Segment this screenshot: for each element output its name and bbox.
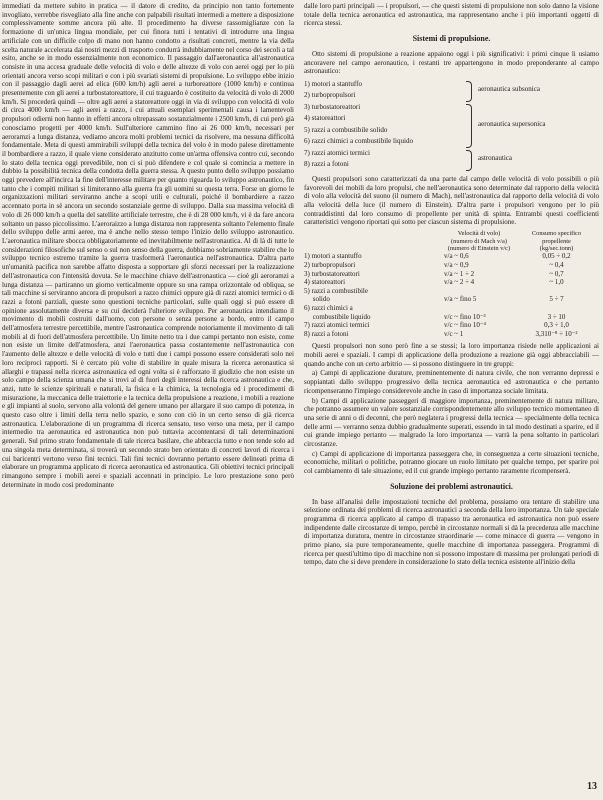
row-label: 7) razzi atomici termici	[304, 321, 370, 330]
row-label: 5) razzi a combustibile solido	[304, 286, 368, 304]
paragraph-c: c) Campi di applicazione di importanza passeggera che, in conseguenza a certe situazioni tecniche, economiche, militari o politiche, potranno giocare un ruolo limitato per qualche tempo, per sparire poi col cambiamento di tale situazione, ed il cui grande impiego pertanto raramente ricompenserà.	[304, 449, 599, 476]
propulsion-intro: Otto sistemi di propulsione a reazione appaiono oggi i più significativi: i primi cinque li usiamo ancoravere nel campo aeronautico, i restanti tre appartengono in modo preponderante al campo astronautico:	[304, 49, 599, 76]
brace-label-supersonic: aeronautica supersonica	[478, 119, 546, 128]
intro-paragraph: dalle loro parti principali — i propulsori, — che questi sistemi di propulsione non solo danno la visione totale della tecnica aeronautica ed astronautica, ma rappresentano anche i più importanti oggetti di ricerca stessi.	[304, 2, 599, 28]
row-label: 4) statoreattori	[304, 278, 346, 287]
table-row	[304, 261, 599, 270]
row-velocity: v/a ~ fino 5	[444, 295, 477, 304]
paragraph-a: a) Campi di applicazione durature, preminentemente di natura civile, che non verranno depressi e soppiantati dallo sviluppo progressivo della tecnica aeronautica ed astronautica e che pertanto ricompenseranno l'impiego considerevole anche in caso di importanza sociale limitata.	[304, 369, 599, 395]
brace-label-subsonic: aeronautica subsonica	[478, 84, 541, 93]
table-header-velocity: Velocità di volo) (numero di Mach v/a) (numero di Einstein v/c)	[447, 230, 511, 252]
list-item: 8) razzi a fotoni	[304, 160, 349, 169]
brace-supersonic	[466, 104, 472, 148]
row-consumption: 0,05 ÷ 0,2	[542, 252, 571, 261]
brace-label-astronautics: astronautica	[478, 153, 513, 162]
table-row	[304, 252, 599, 261]
list-item: 5) razzi a combustibile solido	[304, 125, 388, 134]
list-item: 7) razzi atomici termici	[304, 148, 370, 157]
table-row	[304, 304, 599, 321]
solution-heading: Soluzione dei problemi astronautici.	[390, 481, 513, 491]
propulsion-heading: Sistemi di propulsione.	[412, 34, 491, 44]
row-consumption: ~ 0,4	[549, 260, 564, 269]
list-item: 1) motori a stantuffo	[304, 79, 362, 88]
row-label: 1) motori a stantuffo	[304, 252, 362, 261]
brace-area	[464, 79, 599, 171]
row-velocity: v/a ~ 2 ÷ 4	[444, 278, 475, 287]
paragraph-after-list: Questi propulsori sono caratterizzati da una parte dal campo delle velocità di volo possibili o più favorevoli dei mobili da loro propulsi, che nell'aeronautica sono determinate dal rapporto della velocità di volo alla velocità del suono (il numero di Mach), nell'astronautica dal rapporto della velocità di volo alla velocità della luce (il numero di Einstein). D'altra parte i propulsori vengono per lo più contraddistinti dal loro consumo di propellente per unità di spinta. Entrambi questi coefficienti caratteristici vengono riportati qui sotto per ciascun sistema di propulsione.	[304, 174, 599, 227]
propulsion-list	[304, 79, 599, 171]
table-row	[304, 330, 599, 339]
row-velocity: v/c ~ 1	[444, 329, 464, 338]
list-item: 3) turbostatoreattori	[304, 102, 361, 111]
row-velocity: v/a ~ 1 ÷ 2	[444, 269, 475, 278]
left-column	[2, 2, 294, 490]
list-item: 6) razzi chimici a combustibile liquido	[304, 137, 413, 146]
row-velocity: v/c ~ fino 10⁻³	[444, 312, 486, 321]
row-consumption: ~ 1,0	[549, 278, 564, 287]
row-label: 8) razzi a fotoni	[304, 329, 349, 338]
row-consumption: 0,3 ÷ 1,0	[544, 321, 569, 330]
list-item: 2) turbopropulsori	[304, 91, 356, 100]
solution-paragraph: In base all'analisi delle impostazioni tecniche del problema, possiamo ora tentare di stabilire una selezione ordinata dei problemi di ricerca astronautici a seconda della loro importanza. Un tale speciale programma di ricerca applicato al campo di trapasso tra aeronautica ed astronautica non può essere indipendente dalle circostanze di tempo, perchè in circostanze normali si dà la precedenza alle macchine di importanza duratura, mentre in circostanze straordinarie — come minacce di guerra — vengono in primo piano, sia pure temporaneamente, quelle macchine di importanza passeggera. Programmi di ricerca per questi'ultimo tipo di macchine non si possono impostare di massima per prolungati periodi di tempo, dato che si deve prendere in considerazione lo stato della tecnica esistente all'inizio della	[304, 497, 599, 567]
list-item: 4) statoreattori	[304, 114, 346, 123]
table-header-consumption: Consumo specifico propellente (kg/sec.tonn)	[531, 230, 582, 252]
row-consumption: 5 ÷ 7	[549, 295, 564, 304]
left-column-paragraph: immediati da mettere subito in pratica — il datore di credito, da principio non tanto fortemente invogliato, verrebbe risvegliato alla fine anche con palpabili risultati intermedi a mettere a disposizione complessivamente somme ancora più alte. Il procedimento ha diverse rassomiglianze con la formazione di un'unica lingua mondiale, per cui finora tutti i tentativi di introdurre una lingua artificiale con un difficile colpo di mano non hanno condotto a risultati concreti, mentre la via della scelta naturale accelerata dai nostri mezzi di trasporto condurrà indubbiamente nel corso dei secoli a tal esito, anche se in modo essenzialmente non economico. Il passaggio dall'aeronautica all'astronautica consiste in una accesa graduale delle velocità di volo e delle altezze di volo con aerei oggi per lo più orientati ancora verso scopi militari e con i più svariati sistemi di propulsione. Lo sviluppo ebbe inizio con il passaggio dagli aerei ad elica (600 km/h) agli aerei a turboreattore (1000 km/h) e continua presentemente con gli aerei a turbostatoreattore, il cui traguardo è costituito da velocità di volo di 2000 km/h. Si procederà quindi — oltre agli aerei a statoreattore oggi in via di sviluppo con velocità di volo di circa 4000 km/h — agli aerei a razzo, i cui attuali esemplari sperimentali causa i lamentevoli propulsori odierni non hanno in effetti ancora oltrepassato sostanzialmente i 2500 km/h, di cui però già conosciamo progetti per 4000 km/h. Sull'ulteriore cammino fino ai 26 000 km/h, necessari per aeroramzi a lunga distanza, vediamo ancora molti problemi tecnici da risolvere, ma nessuna difficoltà fondamentale. Meta di questi ammirabili sviluppi della tecnica del volo è in modo palese direttamente il bombardiere a razzo, il quale viene considerato anzitutto come un'arma offensiva contro cui, secondo lo stato della tecnica oggi prevedibile, non ci si può difendere e col quale si comincia a mettere in dubbio la possibilità tecnica della condotta della guerra stessa. A questo punto dello sviluppo possiamo oggi prevedere all'incirca la fine dell'interesse militare per quanto riguarda lo sviluppo astronautico, fin tanto che i compiti militari si limiteranno alla guerra fra gli uomini su questa terra. Forse un giorno le organizzazioni militari serviranno anche a scopi utili e culturali, poiché il bombardiere a razzo accennato porta in sè ancora un secondo sostanziale germe di sviluppo. Dalla sua massima velocità di volo di 26 000 km/h a quella del satellite artificiale terrestre, che è di 28 000 km/h, vi è da fare ancora soltanto un passo piccolissimo. L'aeroraizzo a lunga distanza non rappresenta soltanto l'elemento finale dello sviluppo delle armi aeree, ma è anche nello stesso tempo l'inizio dello sviluppo astronautico. L'aeronautica militare sbocca obbligatoriamente ed inevitabilmente nell'astronautica. Al di là di tutte le considerazioni filosofiche sul senso o sul non senso della guerra, dobbiamo sobriamente stabilire che lo sviluppo tecnico estremo tramite la guerra trasformerà l'aeronautica nell'astronautica. D'altra parte un'umanità pacifica non sarebbe affatto disposta a sopportare gli sforzi necessari per la realizzazione dell'astronautica con l'intensità dovuta. Se le macchine chiave dell'astronautica — cioè gli aeroramzi a lunga distanza — partiranno un giorno verticalmente oppure su una rampa orizzontale od obliqua, se tali macchine si serviranno ancora di propulsori a razzo chimici oppure già di razzi atomici termici o di razzi a fotoni parziali, queste sono questioni tecniche particolari, sulle quali oggi si può essere di opinione assolutamente diversa e su cui deciderà l'ulteriore sviluppo. Per aeronautica intendiamo il movimento di mobili costruiti dall'uomo, con persone o senza persone a bordo, entro il campo dell'atmosfera terrestre percettibile, mentre l'astronautica comprende notoriamente il movimento di tali mobili al di fuori dell'atmosfera percettibile. Un limite netto tra i due campi pertanto non esiste, come non esiste un limite dell'atmosfera, anzi l'aeronautica passa costantemente nell'astronautica con l'aumento delle altezze e delle velocità di volo e tutti due i campi possono essere considerati solo nei loro reciproci rapporti. Si è cercato più volte di stabilire in quale misura la ricerca aeronautica si allarghi e trapassi nella ricerca astronautica ed ogni volta si è rafforzato il giudizio che non esiste un solo campo della scienza umana che si trovi al di fuori degli interessi della ricerca astronautica e che, anzi, tutte le scienze spirituali e naturali, la fisica e la chimica, la tecnologia ed i procedimenti di misurazione, la meccanica delle traiettorie e la tecnica della propulsione a reazione, i mobili a reazione e gli impianti al suolo, servono alla volontà del genere umano per allargare il suo campo di potenza, in questo caso oltre i limiti della terra nello spazio, e sono con ciò in un certo senso di già ricerca astronautica. L'elaborazione di un programma di ricerca sensato, teso verso una meta, per il campo intermedio tra aeronautica ed astronautica non può tuttavia accontentarsi di tali determinazioni generali. Sul primo strato fondamentale di tale ricerca basilare, che abbraccia tutto e non tende solo ad una singola meta determinata, si troverà un secondo strato ben orientato di concreti lavori di ricerca i cui baricentri vertono verso fini tecnici. Tali fini tecnici dovranno pertanto essere delineati prima di elaborare un programma applicato di ricerca aeronautica ed astronautica. Gli obiettivi tecnici principali rimangono sempre i mobili aerei e spaziali accennati in principio. Le loro prestazione sono però determinate in modo così predominante	[2, 2, 294, 489]
row-velocity: v/a ~ 0,6	[444, 252, 469, 261]
table-row	[304, 287, 599, 304]
brace-astronautics	[466, 150, 472, 171]
right-column	[304, 2, 599, 568]
row-label: 6) razzi chimici a combustibile liquido	[304, 303, 371, 321]
brace-subsonic	[466, 81, 472, 102]
propulsion-table	[304, 230, 599, 338]
row-consumption: ~ 0,7	[549, 269, 564, 278]
page-number: 13	[587, 781, 597, 792]
row-label: 2) turbopropulsori	[304, 260, 356, 269]
paragraph-applications: Questi propulsori non sono però fine a se stessi; la loro importanza risiede nelle applicazioni ai mobili aerei e spaziali. I campi di applicazione della produzione a reazione già oggi abbracciabili — quando anche con un certo arbitrio — si possono distinguere in tre gruppi:	[304, 342, 599, 368]
table-row	[304, 278, 599, 287]
row-label: 3) turbostatoreattori	[304, 269, 360, 278]
row-consumption: 3,310⁻⁸ ÷ 10⁻²	[535, 329, 578, 338]
row-velocity: v/c ~ fino 10⁻⁴	[444, 321, 486, 330]
table-row	[304, 321, 599, 330]
table-row	[304, 270, 599, 279]
row-velocity: v/a ~ 0,9	[444, 260, 469, 269]
table-header-blank	[304, 230, 444, 252]
row-consumption: 3 ÷ 10	[547, 312, 566, 321]
paragraph-b: b) Campi di applicazione passeggeri di maggiore importanza, preminentemente di natura militare, che potranno assumere un valore sostanziale corrispondentemente allo sviluppo tecnico momentaneo di una serie di anni o di decenni, che però neglatera i progressi della tecnica — specialmente della tecnica delle armi — verranno senza dubbio gradualmente superati, essendo in tal modo destinati a sparire, ed il cui grande impiego pertanto — malgrado la loro importanza — varrà la pena soltanto in particolari circostanze.	[304, 396, 599, 449]
